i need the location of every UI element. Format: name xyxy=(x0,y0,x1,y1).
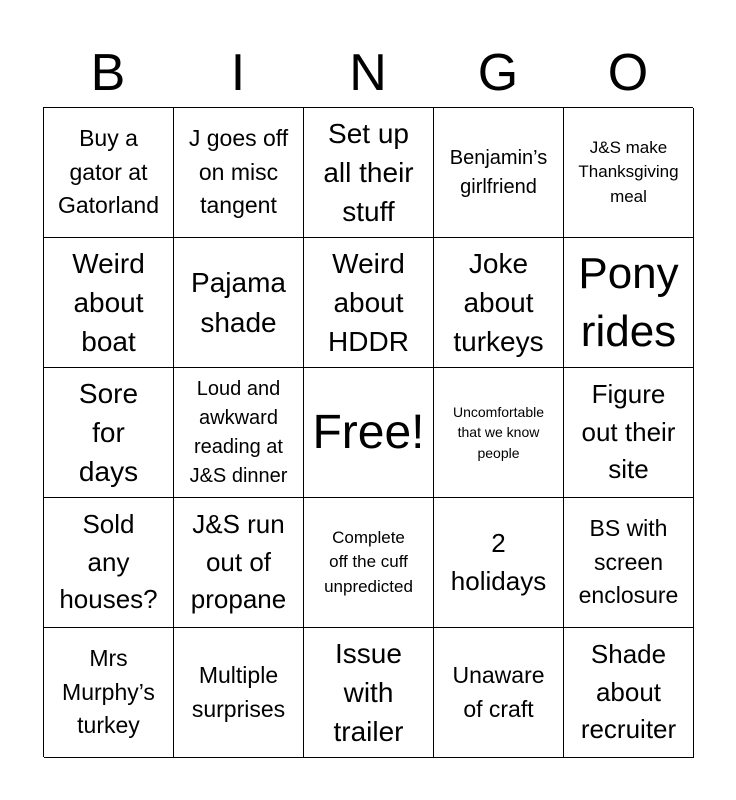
bingo-cell[interactable]: Multiple surprises xyxy=(174,628,304,758)
header-letter-o: O xyxy=(607,44,649,102)
bingo-cell[interactable]: Complete off the cuff unpredicted xyxy=(304,498,434,628)
header-letter-i: I xyxy=(230,44,246,102)
header-letter-g: G xyxy=(477,44,519,102)
header-letter-b: B xyxy=(90,44,126,102)
bingo-cell[interactable]: Weird about HDDR xyxy=(304,238,434,368)
bingo-cell[interactable]: J&S make Thanksgiving meal xyxy=(564,108,694,238)
bingo-cell[interactable]: Sore for days xyxy=(44,368,174,498)
bingo-cell[interactable]: 2 holidays xyxy=(434,498,564,628)
bingo-cell[interactable]: Benjamin’s girlfriend xyxy=(434,108,564,238)
bingo-cell[interactable]: Issue with trailer xyxy=(304,628,434,758)
bingo-grid xyxy=(43,107,693,757)
bingo-cell[interactable]: Buy a gator at Gatorland xyxy=(44,108,174,238)
bingo-cell[interactable]: Mrs Murphy’s turkey xyxy=(44,628,174,758)
bingo-cell[interactable]: J goes off on misc tangent xyxy=(174,108,304,238)
bingo-cell[interactable]: Uncomfortable that we know people xyxy=(434,368,564,498)
bingo-cell[interactable]: BS with screen enclosure xyxy=(564,498,694,628)
bingo-cell[interactable]: Joke about turkeys xyxy=(434,238,564,368)
bingo-cell[interactable]: J&S run out of propane xyxy=(174,498,304,628)
header-letter-n: N xyxy=(349,44,387,102)
bingo-cell[interactable]: Unaware of craft xyxy=(434,628,564,758)
bingo-cell[interactable]: Figure out their site xyxy=(564,368,694,498)
bingo-cell[interactable]: Weird about boat xyxy=(44,238,174,368)
bingo-cell[interactable]: Pony rides xyxy=(564,238,694,368)
bingo-cell[interactable]: Pajama shade xyxy=(174,238,304,368)
bingo-cell[interactable]: Set up all their stuff xyxy=(304,108,434,238)
bingo-cell[interactable]: Sold any houses? xyxy=(44,498,174,628)
bingo-cell[interactable]: Shade about recruiter xyxy=(564,628,694,758)
bingo-cell[interactable]: Free! xyxy=(304,368,434,498)
bingo-header xyxy=(43,40,693,106)
bingo-cell[interactable]: Loud and awkward reading at J&S dinner xyxy=(174,368,304,498)
